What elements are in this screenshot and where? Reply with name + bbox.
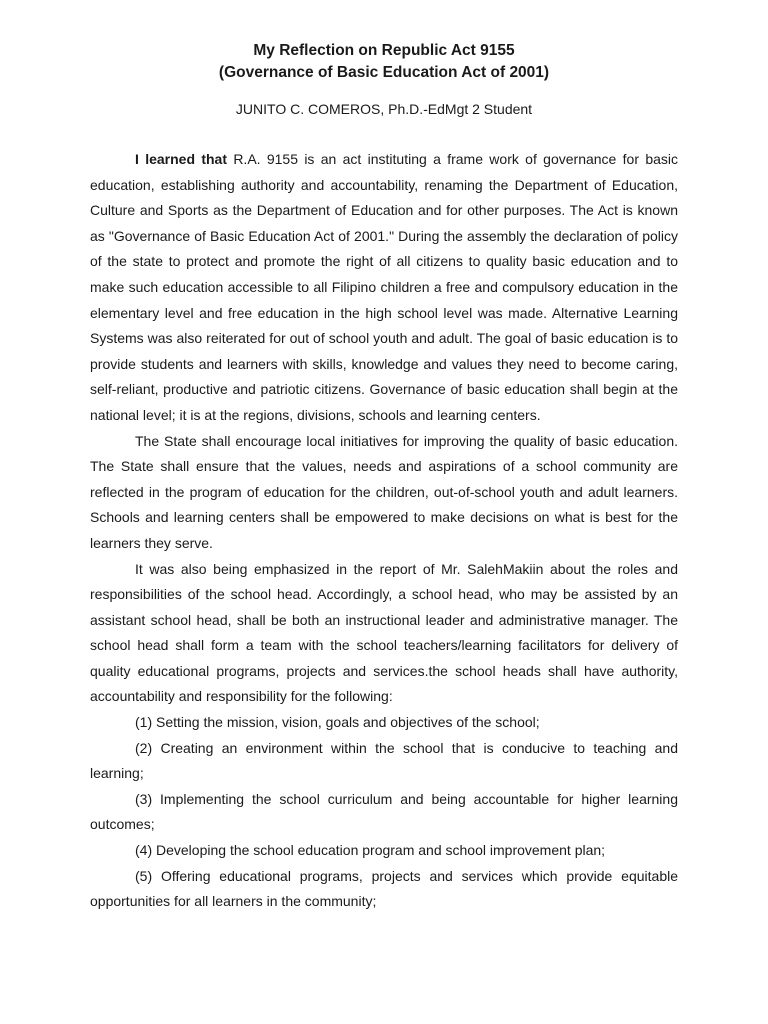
author-line: JUNITO C. COMEROS, Ph.D.-EdMgt 2 Student (235, 101, 533, 117)
list-item: (5) Offering educational programs, projects and services which provide equitable opportunities for all learners in the community; (90, 867, 678, 910)
list-item: (3) Implementing the school curriculum and being accountable for higher learning outcomes; (90, 790, 678, 833)
document-title (90, 40, 678, 84)
list-item: (2) Creating an environment within the school that is conducive to teaching and learning; (90, 739, 678, 782)
paragraph-state: The State shall encourage local initiatives for improving the quality of basic education. The State shall ensure that the values, needs and aspirations of a school community are reflected in the program of education for the children, out-of-school youth and adult learners. Schools and learning centers shall be empowered to make decisions on what is best for the learners they serve. (90, 432, 678, 551)
list-item: (1) Setting the mission, vision, goals and objectives of the school; (135, 714, 540, 731)
title-line-2: (Governance of Basic Education Act of 2001) (218, 64, 550, 81)
paragraph-lead: I learned that (135, 151, 227, 167)
paragraph-school-head: It was also being emphasized in the report of Mr. SalehMakiin about the roles and responsibilities of the school head. Accordingly, a school head, who may be assisted by an assistant school head, shall be both an instructional leader and administrative manager. The school head shall form a team with the school teachers/learning facilitators for delivery of quality educational programs, projects and services.the school heads shall have authority, accountability and responsibility for the following: (90, 560, 678, 705)
title-line-1: My Reflection on Republic Act 9155 (253, 42, 515, 59)
paragraph-intro-body: R.A. 9155 is an act instituting a frame work of governance for basic education, establishing authority and accountability, renaming the Department of Education, Culture and Sports as the Department of Education and for other purposes. The Act is known as "Governance of Basic Education Act of 2001." During the assembly the declaration of policy of the state to protect and promote the right of all citizens to quality basic education and to make such education accessible to all Filipino children a free and compulsory education in the elementary level and free education in the high school level was made. Alternative Learning Systems was also reiterated for out of school youth and adult. The goal of basic education is to provide students and learners with skills, knowledge and values they need to become caring, self-reliant, productive and patriotic citizens. Governance of basic education shall begin at the national level; it is at the regions, divisions, schools and learning centers. (90, 151, 678, 423)
list-item: (4) Developing the school education program and school improvement plan; (135, 842, 606, 859)
paragraph-intro (90, 147, 678, 429)
